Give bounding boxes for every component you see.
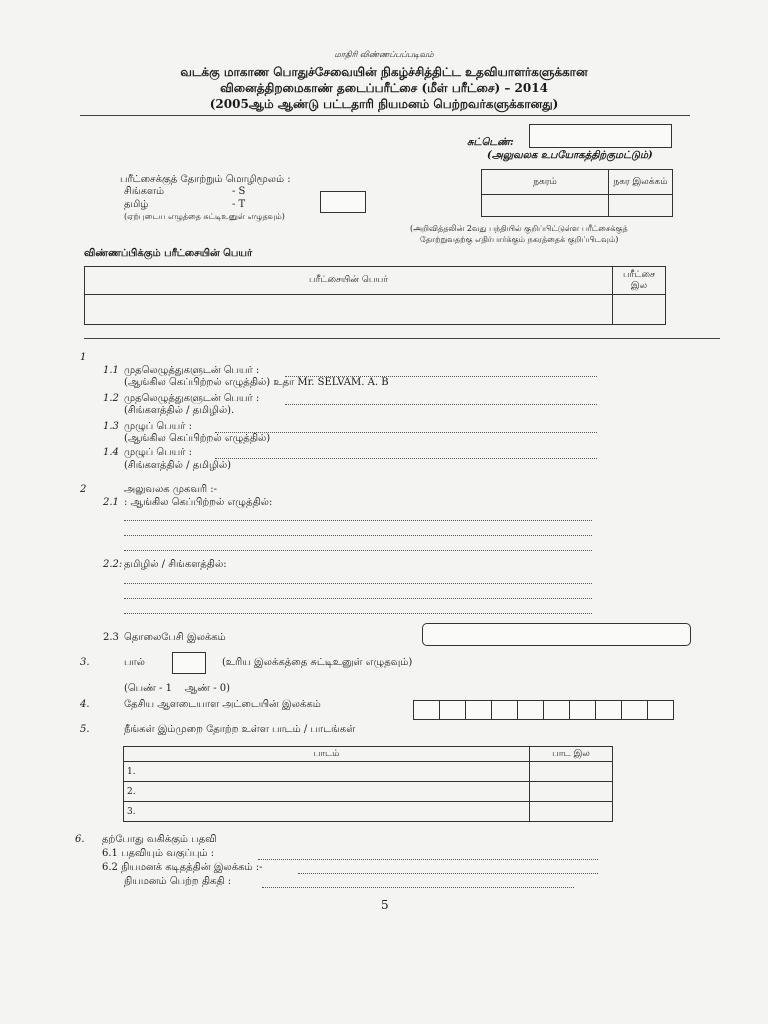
q1-4-field[interactable] [215, 458, 597, 459]
q4-label: தேசிய ஆளடையாள அட்டையின் இலக்கம் [124, 699, 321, 710]
exam-number-field[interactable] [613, 295, 666, 325]
nic-digit-cell[interactable] [439, 700, 466, 720]
q2-2-field-line3[interactable] [124, 613, 592, 614]
q1-number: 1 [80, 352, 87, 363]
header-divider [80, 115, 690, 116]
q2-label: அலுவலக முகவரி :- [124, 484, 218, 495]
nic-digit-cell[interactable] [491, 700, 518, 720]
q5-label: நீங்கள் இம்முறை தோற்ற உள்ள பாடம் / பாடங்கள் [124, 724, 356, 735]
nic-digit-cell[interactable] [413, 700, 440, 720]
q1-1-label: முதலெழுத்துகளுடன் பெயர் : [124, 365, 260, 376]
q3-number: 3. [80, 657, 90, 668]
q2-3-label: தொலைபேசி இலக்கம் [124, 632, 226, 643]
city-col-header: நகரம் [482, 170, 609, 195]
form-title-line3: (2005ஆம் ஆண்டு பட்டதாரி நியமனம் பெற்றவர்களுக்கானது) [209, 97, 559, 111]
subject-number-row-3[interactable] [530, 802, 613, 822]
q1-2-field[interactable] [285, 404, 597, 405]
nic-digit-cell[interactable] [595, 700, 622, 720]
gender-input-box[interactable] [172, 652, 206, 674]
q1-3-note: (ஆங்கில கெப்பிற்றல் எழுத்தில்) [124, 433, 271, 444]
q6-number: 6. [75, 834, 85, 845]
medium-sinhala: சிங்களம் [124, 186, 165, 197]
subject-number-row-2[interactable] [530, 782, 613, 802]
medium-note: (ஏற்புடைய எழுத்தை சுட்டிஉனுள் எழுதவும்) [124, 212, 285, 221]
medium-sinhala-code: - S [232, 186, 246, 197]
q1-4-number: 1.4 [103, 447, 119, 458]
phone-number-field[interactable] [422, 623, 691, 646]
q6-3-label: நியமனம் பெற்ற திகதி : [124, 876, 232, 887]
nic-digit-cell[interactable] [517, 700, 544, 720]
specimen-label: மாதிரி விண்ணப்பப்படிவம் [334, 50, 434, 59]
q2-1-number: 2.1 [103, 497, 119, 508]
medium-tamil-code: - T [232, 199, 246, 210]
section-divider [84, 338, 720, 339]
q2-1-field-line2[interactable] [124, 535, 592, 536]
q2-1-field-line1[interactable] [124, 520, 592, 521]
nic-digit-cell[interactable] [543, 700, 570, 720]
q1-3-field[interactable] [215, 432, 597, 433]
index-number-field[interactable] [529, 124, 672, 148]
exam-name-field[interactable] [85, 295, 613, 325]
appointment-date-field[interactable] [262, 887, 574, 888]
medium-tamil: தமிழ் [124, 199, 149, 210]
nic-digit-cell[interactable] [465, 700, 492, 720]
city-note-line1: (அறிவித்தலின் 2வது பந்தியில் குறிப்பிட்டுள்ள பரீட்சைக்குத் [410, 224, 628, 233]
nic-digit-cell[interactable] [621, 700, 648, 720]
exam-name-col-header: பரீட்சையின் பெயர் [85, 267, 613, 295]
exam-section-label: விண்ணப்பிக்கும் பரீட்சையின் பெயர் [84, 248, 253, 259]
q1-2-label: முதலெழுத்துகளுடன் பெயர் : [124, 393, 260, 404]
q2-2-label: தமிழில் / சிங்களத்தில்: [124, 559, 227, 570]
subject-col-header: பாடம் [124, 747, 530, 762]
q2-2-field-line1[interactable] [124, 583, 592, 584]
q5-number: 5. [80, 724, 90, 735]
subjects-table [123, 746, 613, 822]
appointment-letter-field[interactable] [298, 873, 598, 874]
index-note: (அலுவலக உபயோகத்திற்குமட்டும்) [487, 150, 653, 161]
subject-row-2[interactable]: 2. [124, 782, 530, 802]
form-title-line2: வினைத்திறமைகாண் தடைப்பரீட்சை (மீள் பரீட்சை) – 2014 [220, 81, 548, 95]
exam-table [84, 266, 666, 325]
q1-2-number: 1.2 [103, 393, 119, 404]
q2-1-field-line3[interactable] [124, 550, 592, 551]
q6-2-label: 6.2 நியமனக் கடிதத்தின் இலக்கம் :- [102, 862, 263, 873]
q1-2-note: (சிங்களத்தில் / தமிழில்). [124, 405, 235, 416]
q6-1-label: 6.1 பதவியும் வகுப்பும் : [102, 848, 215, 859]
q1-4-label: முழுப் பெயர் : [124, 447, 192, 458]
city-number-col-header: நகர இலக்கம் [609, 170, 673, 195]
q2-2-number: 2.2: [103, 559, 123, 570]
nic-number-field[interactable] [414, 700, 674, 720]
index-label: சுட்டெண்: [467, 137, 514, 148]
city-field[interactable] [482, 195, 609, 217]
q2-number: 2 [80, 484, 87, 495]
q6-label: தற்போது வகிக்கும் பதவி [102, 834, 217, 845]
q2-2-field-line2[interactable] [124, 598, 592, 599]
subject-number-col-header: பாட இல [530, 747, 613, 762]
medium-label: பரீட்சைக்குத் தோற்றும் மொழிமூலம் : [120, 174, 291, 185]
q1-1-note: (ஆங்கில கெப்பிற்றல் எழுத்தில்) உதா Mr. SELVAM. A. B [124, 377, 389, 388]
page-number: 5 [381, 898, 389, 912]
q1-1-number: 1.1 [103, 365, 119, 376]
q3-label: பால் [124, 657, 145, 668]
subject-row-1[interactable]: 1. [124, 762, 530, 782]
nic-digit-cell[interactable] [569, 700, 596, 720]
subject-row-3[interactable]: 3. [124, 802, 530, 822]
exam-number-col-header: பரீட்சை இல [613, 267, 666, 295]
q1-3-label: முழுப் பெயர் : [124, 421, 192, 432]
city-table [481, 169, 673, 217]
q1-4-note: (சிங்களத்தில் / தமிழில்) [124, 460, 232, 471]
position-field[interactable] [258, 859, 598, 860]
q2-3-number: 2.3 [103, 632, 119, 643]
gender-codes: (பெண் - 1 ஆண் - 0) [124, 683, 231, 694]
form-title-line1: வடக்கு மாகாண பொதுச்சேவையின் நிகழ்ச்சித்திட்ட உதவியாளர்களுக்கான [180, 65, 588, 79]
q2-1-label: : ஆங்கில கெப்பிற்றல் எழுத்தில்: [124, 497, 273, 508]
medium-input-box[interactable] [320, 191, 366, 213]
nic-digit-cell[interactable] [647, 700, 674, 720]
q3-note: (உரிய இலக்கத்தை சுட்டிஉனுள் எழுதவும்) [222, 657, 413, 668]
subject-number-row-1[interactable] [530, 762, 613, 782]
city-number-field[interactable] [609, 195, 673, 217]
q4-number: 4. [80, 699, 90, 710]
q1-3-number: 1.3 [103, 421, 119, 432]
city-note-line2: தோற்றுவதற்கு எதிர்பார்க்கும் நகரத்தைக் குறிப்பிடவும்) [420, 235, 619, 244]
